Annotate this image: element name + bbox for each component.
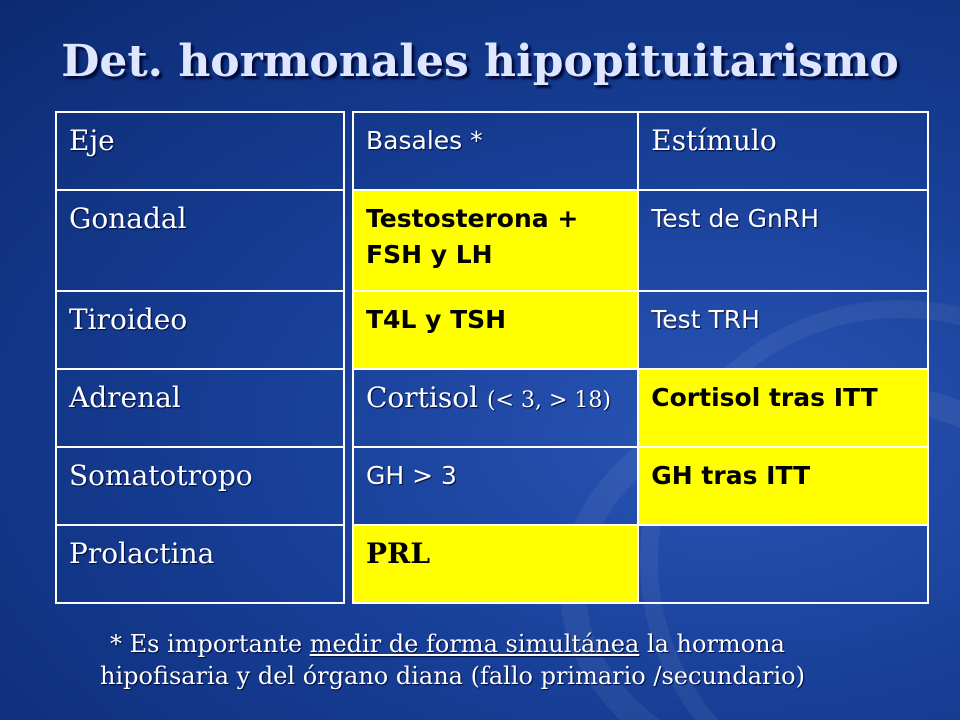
stimulus-adrenal: Cortisol tras ITT (638, 369, 928, 447)
basal-adrenal-range: (< 3, > 18) (486, 388, 611, 413)
footnote-line-2: hipofisaria y del órgano diana (fallo primario /secundario) (100, 662, 805, 690)
footnote-underlined: medir de forma simultánea (309, 630, 640, 658)
footnote-prefix: * Es importante (110, 630, 310, 658)
basal-tiroideo: T4L y TSH (353, 291, 638, 369)
axis-row-somatotropo: Somatotropo (56, 447, 344, 525)
footnote-line-1 (100, 628, 880, 660)
axis-table (55, 111, 345, 604)
axis-row-tiroideo: Tiroideo (56, 291, 344, 369)
stimulus-gonadal: Test de GnRH (638, 190, 928, 291)
header-estimulo: Estímulo (638, 112, 928, 190)
axis-row-gonadal: Gonadal (56, 190, 344, 291)
stimulus-somatotropo: GH tras ITT (638, 447, 928, 525)
tests-table (352, 111, 929, 604)
slide-title: Det. hormonales hipopituitarismo (61, 36, 899, 87)
basal-adrenal (353, 369, 638, 447)
footnote (100, 628, 880, 692)
axis-header: Eje (56, 112, 344, 190)
footnote-suffix: la hormona (639, 630, 785, 658)
basal-gonadal: Testosterona + FSH y LH (353, 190, 638, 291)
basal-somatotropo: GH > 3 (353, 447, 638, 525)
header-basales: Basales * (353, 112, 638, 190)
stimulus-tiroideo: Test TRH (638, 291, 928, 369)
basal-prolactina: PRL (353, 525, 638, 603)
stimulus-prolactina (638, 525, 928, 603)
basal-adrenal-main: Cortisol (366, 381, 479, 414)
axis-row-adrenal: Adrenal (56, 369, 344, 447)
axis-row-prolactina: Prolactina (56, 525, 344, 603)
